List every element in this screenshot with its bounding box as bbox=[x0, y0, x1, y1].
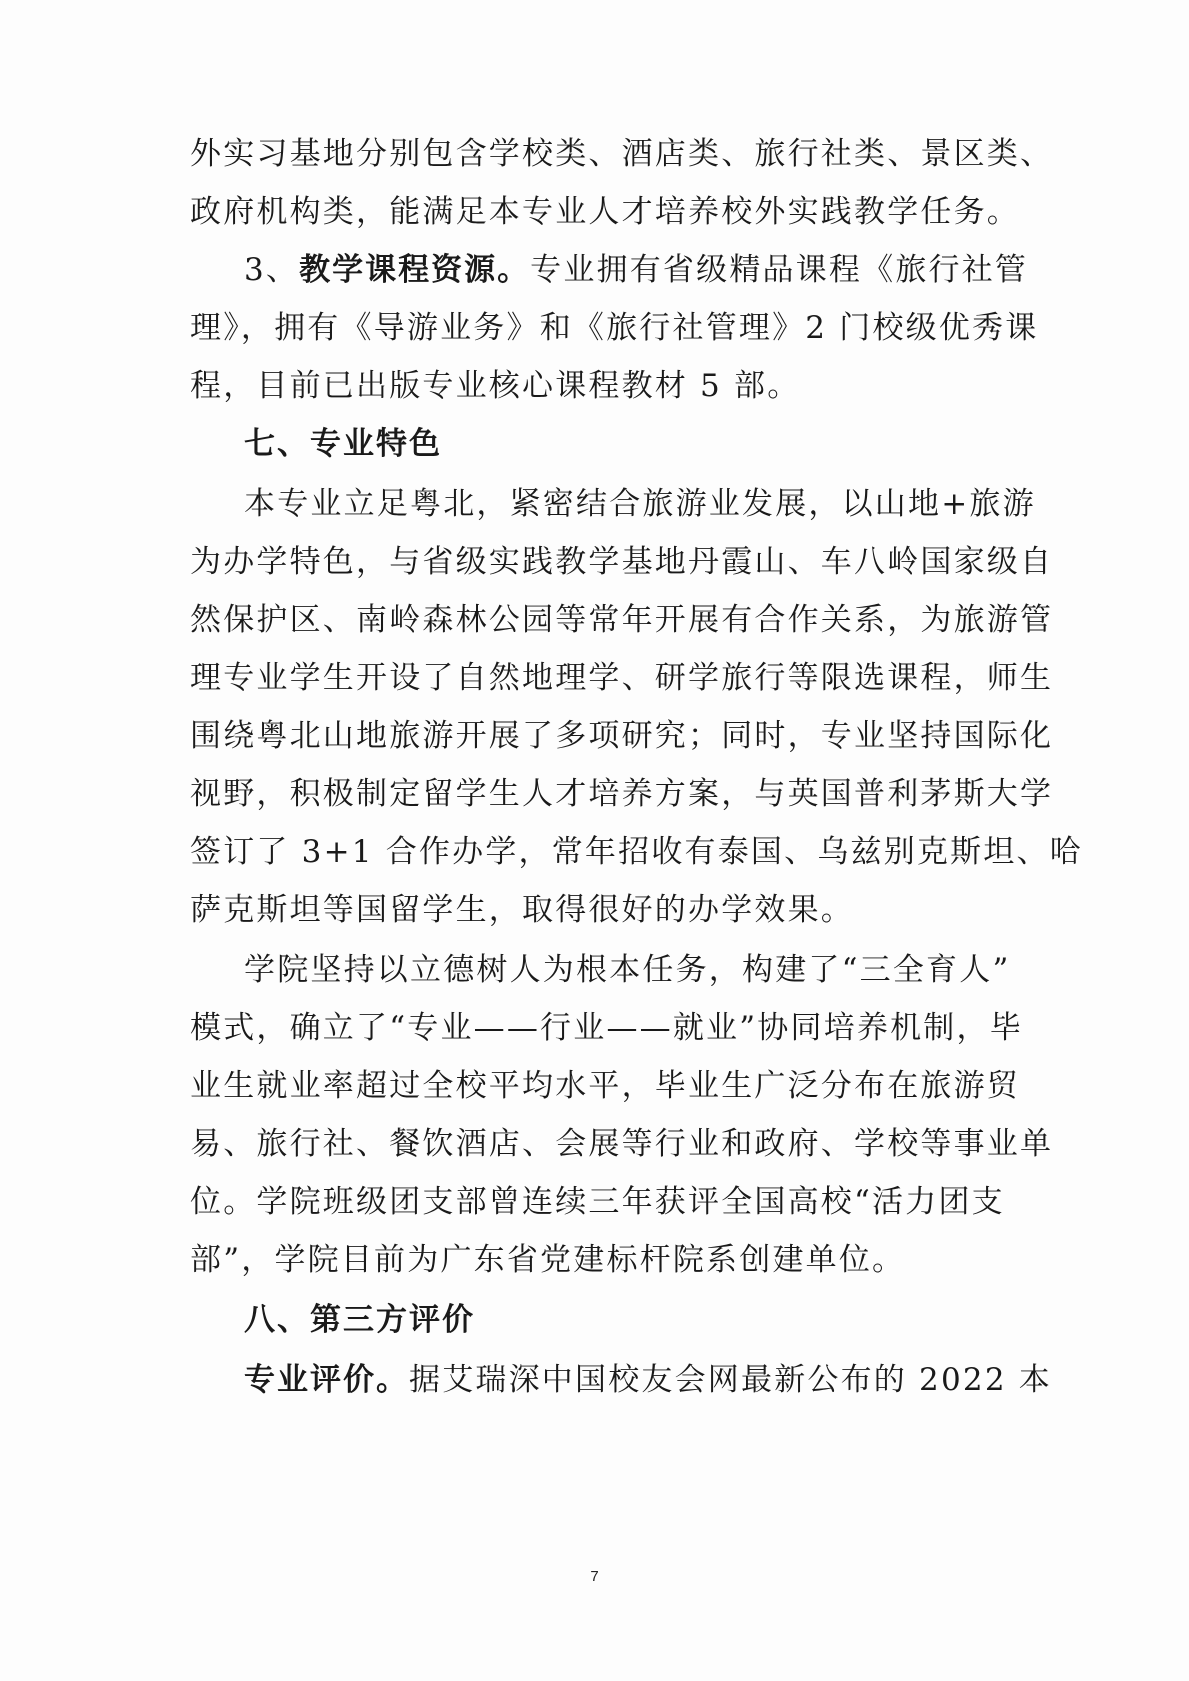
text-span: 专业拥有省级精品课程《旅行社管 bbox=[530, 252, 1029, 288]
paragraph-teaching-resources bbox=[244, 250, 1028, 290]
text-line: 萨克斯坦等国留学生，取得很好的办学效果。 bbox=[190, 892, 854, 928]
text-span: 据艾瑞深中国校友会网最新公布的 2022 本 bbox=[409, 1362, 1052, 1398]
text-line: 学院坚持以立德树人为根本任务，构建了“三全育人” bbox=[244, 952, 1011, 988]
text-line: 本专业立足粤北，紧密结合旅游业发展，以山地+旅游 bbox=[244, 486, 1036, 522]
text-line: 业生就业率超过全校平均水平，毕业生广泛分布在旅游贸 bbox=[190, 1068, 1020, 1104]
section-heading-7: 七、专业特色 bbox=[244, 426, 442, 462]
text-line: 外实习基地分别包含学校类、酒店类、旅行社类、景区类、 bbox=[190, 136, 1054, 172]
text-line: 签订了 3+1 合作办学，常年招收有泰国、乌兹别克斯坦、哈 bbox=[190, 834, 1083, 870]
text-line: 为办学特色，与省级实践教学基地丹霞山、车八岭国家级自 bbox=[190, 544, 1054, 580]
text-line: 理专业学生开设了自然地理学、研学旅行等限选课程，师生 bbox=[190, 660, 1054, 696]
text-line: 围绕粤北山地旅游开展了多项研究；同时，专业坚持国际化 bbox=[190, 718, 1054, 754]
item-number: 3、 bbox=[244, 252, 300, 288]
text-line: 位。学院班级团支部曾连续三年获评全国高校“活力团支 bbox=[190, 1184, 1005, 1220]
item-title: 专业评价。 bbox=[244, 1362, 409, 1398]
text-line: 理》，拥有《导游业务》和《旅行社管理》2 门校级优秀课 bbox=[190, 310, 1039, 346]
page-number: 7 bbox=[590, 1568, 599, 1585]
text-line: 模式，确立了“专业——行业——就业”协同培养机制，毕 bbox=[190, 1010, 1023, 1046]
paragraph-professional-evaluation bbox=[244, 1360, 1052, 1400]
text-line: 视野，积极制定留学生人才培养方案，与英国普利茅斯大学 bbox=[190, 776, 1054, 812]
text-line: 政府机构类，能满足本专业人才培养校外实践教学任务。 bbox=[190, 194, 1020, 230]
text-line: 易、旅行社、餐饮酒店、会展等行业和政府、学校等事业单 bbox=[190, 1126, 1054, 1162]
text-line: 程，目前已出版专业核心课程教材 5 部。 bbox=[190, 368, 801, 404]
section-heading-8: 八、第三方评价 bbox=[244, 1302, 475, 1338]
text-line: 然保护区、南岭森林公园等常年开展有合作关系，为旅游管 bbox=[190, 602, 1054, 638]
item-title: 教学课程资源。 bbox=[299, 252, 531, 288]
text-line: 部”，学院目前为广东省党建标杆院系创建单位。 bbox=[190, 1242, 906, 1278]
